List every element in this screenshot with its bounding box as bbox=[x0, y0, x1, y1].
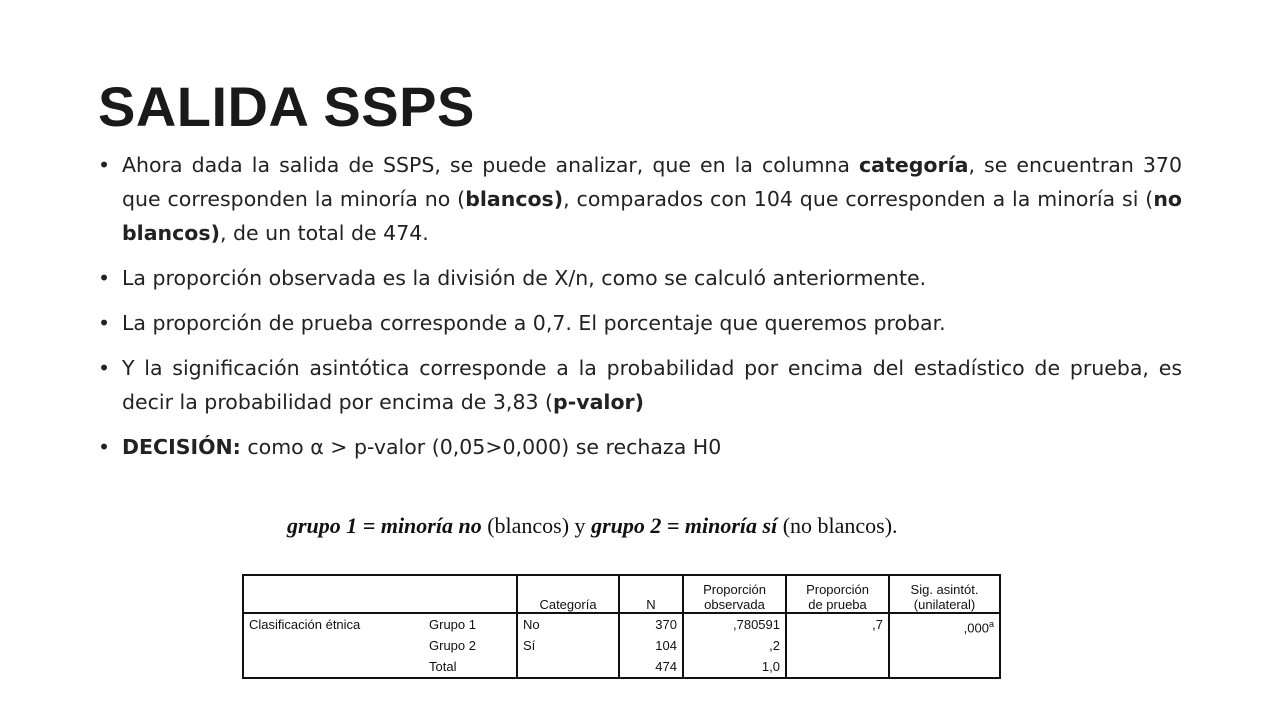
observada-value: ,780591 bbox=[733, 617, 780, 632]
n-value: 474 bbox=[655, 659, 677, 674]
caption-text: (blancos) y bbox=[481, 513, 592, 538]
n-value: 370 bbox=[655, 617, 677, 632]
caption-text: (no blancos). bbox=[777, 513, 898, 538]
bullet-text: , se encuentran 370 que corresponden la minoría no ( bbox=[122, 153, 1182, 211]
bullet-bold-text: categoría bbox=[859, 153, 969, 177]
bullet-icon: • bbox=[98, 356, 111, 380]
spss-output-table bbox=[242, 574, 1001, 679]
caption-group-2: grupo 2 = minoría sí bbox=[591, 513, 778, 538]
bullet-icon: • bbox=[98, 266, 111, 290]
bullet-icon: • bbox=[98, 435, 111, 459]
table-caption bbox=[287, 513, 898, 539]
bullet-item-1 bbox=[98, 148, 1182, 250]
slide-title: SALIDA SSPS bbox=[98, 75, 475, 138]
categoria-value: Sí bbox=[523, 638, 536, 653]
categoria-value-empty bbox=[523, 656, 613, 677]
bullet-bold-text: blancos) bbox=[465, 187, 564, 211]
row-label-cell bbox=[243, 613, 517, 678]
bullet-item-4 bbox=[98, 351, 1182, 419]
header-empty-cell bbox=[243, 575, 517, 613]
table-row bbox=[243, 613, 1000, 678]
caption-group-1: grupo 1 = minoría no bbox=[287, 513, 482, 538]
header-label: Categoría bbox=[539, 597, 597, 612]
header-n bbox=[619, 575, 683, 613]
bullet-item-5 bbox=[98, 430, 1182, 464]
categoria-value: No bbox=[523, 617, 540, 632]
observada-cells bbox=[683, 613, 786, 678]
bullet-text: Y la significación asintótica corresponde a la probabilidad por encima del estadístico de prueba, es decir la probabilidad por encima de 3,83 ( bbox=[122, 356, 1182, 414]
n-value: 104 bbox=[655, 638, 677, 653]
bullet-text: Ahora dada la salida de SSPS, se puede analizar, que en la columna bbox=[122, 153, 860, 177]
bullet-icon: • bbox=[98, 153, 111, 177]
bullet-item-3 bbox=[98, 306, 1182, 340]
header-label: Sig. asintót. bbox=[910, 582, 979, 597]
bullet-item-2 bbox=[98, 261, 1182, 295]
bullet-text: , comparados con 104 que corresponden a la minoría si ( bbox=[563, 187, 1154, 211]
group-label: Grupo 1 bbox=[429, 617, 476, 632]
header-label: (unilateral) bbox=[913, 597, 976, 612]
bullet-text: como α > p-valor (0,05>0,000) se rechaza H0 bbox=[240, 435, 722, 459]
prueba-value: ,7 bbox=[872, 617, 883, 632]
table-header-row bbox=[243, 575, 1000, 613]
header-sig bbox=[889, 575, 1000, 613]
observada-value: 1,0 bbox=[761, 659, 780, 674]
bullet-bold-text: DECISIÓN: bbox=[122, 435, 241, 459]
bullet-icon: • bbox=[98, 311, 111, 335]
bullet-bold-text: no blancos) bbox=[122, 187, 1182, 245]
sig-value-wrap bbox=[895, 614, 994, 635]
header-label: Proporción bbox=[806, 582, 869, 597]
group-labels bbox=[424, 614, 481, 677]
header-label: de prueba bbox=[808, 597, 867, 612]
header-prueba bbox=[786, 575, 889, 613]
group-label: Grupo 2 bbox=[429, 638, 476, 653]
categoria-cells bbox=[517, 613, 619, 678]
header-observada bbox=[683, 575, 786, 613]
bullet-text: , de un total de 474. bbox=[219, 221, 429, 245]
row-label: Clasificación étnica bbox=[249, 617, 361, 632]
observada-value: ,2 bbox=[769, 638, 780, 653]
bullet-text: La proporción de prueba corresponde a 0,7. El porcentaje que queremos probar. bbox=[122, 311, 946, 335]
bullet-text: La proporción observada es la división de X/n, como se calculó anteriormente. bbox=[122, 266, 927, 290]
prueba-cells bbox=[786, 613, 889, 678]
sig-value: ,000 bbox=[963, 620, 989, 636]
header-label: N bbox=[646, 597, 656, 612]
header-label: observada bbox=[704, 597, 765, 612]
group-label: Total bbox=[429, 659, 457, 674]
sig-footnote-mark: a bbox=[988, 619, 994, 629]
n-cells bbox=[619, 613, 683, 678]
sig-cells bbox=[889, 613, 1000, 678]
bullet-list bbox=[98, 148, 1182, 475]
header-label: Proporción bbox=[703, 582, 766, 597]
header-categoria bbox=[517, 575, 619, 613]
bullet-bold-text: p-valor) bbox=[553, 390, 645, 414]
